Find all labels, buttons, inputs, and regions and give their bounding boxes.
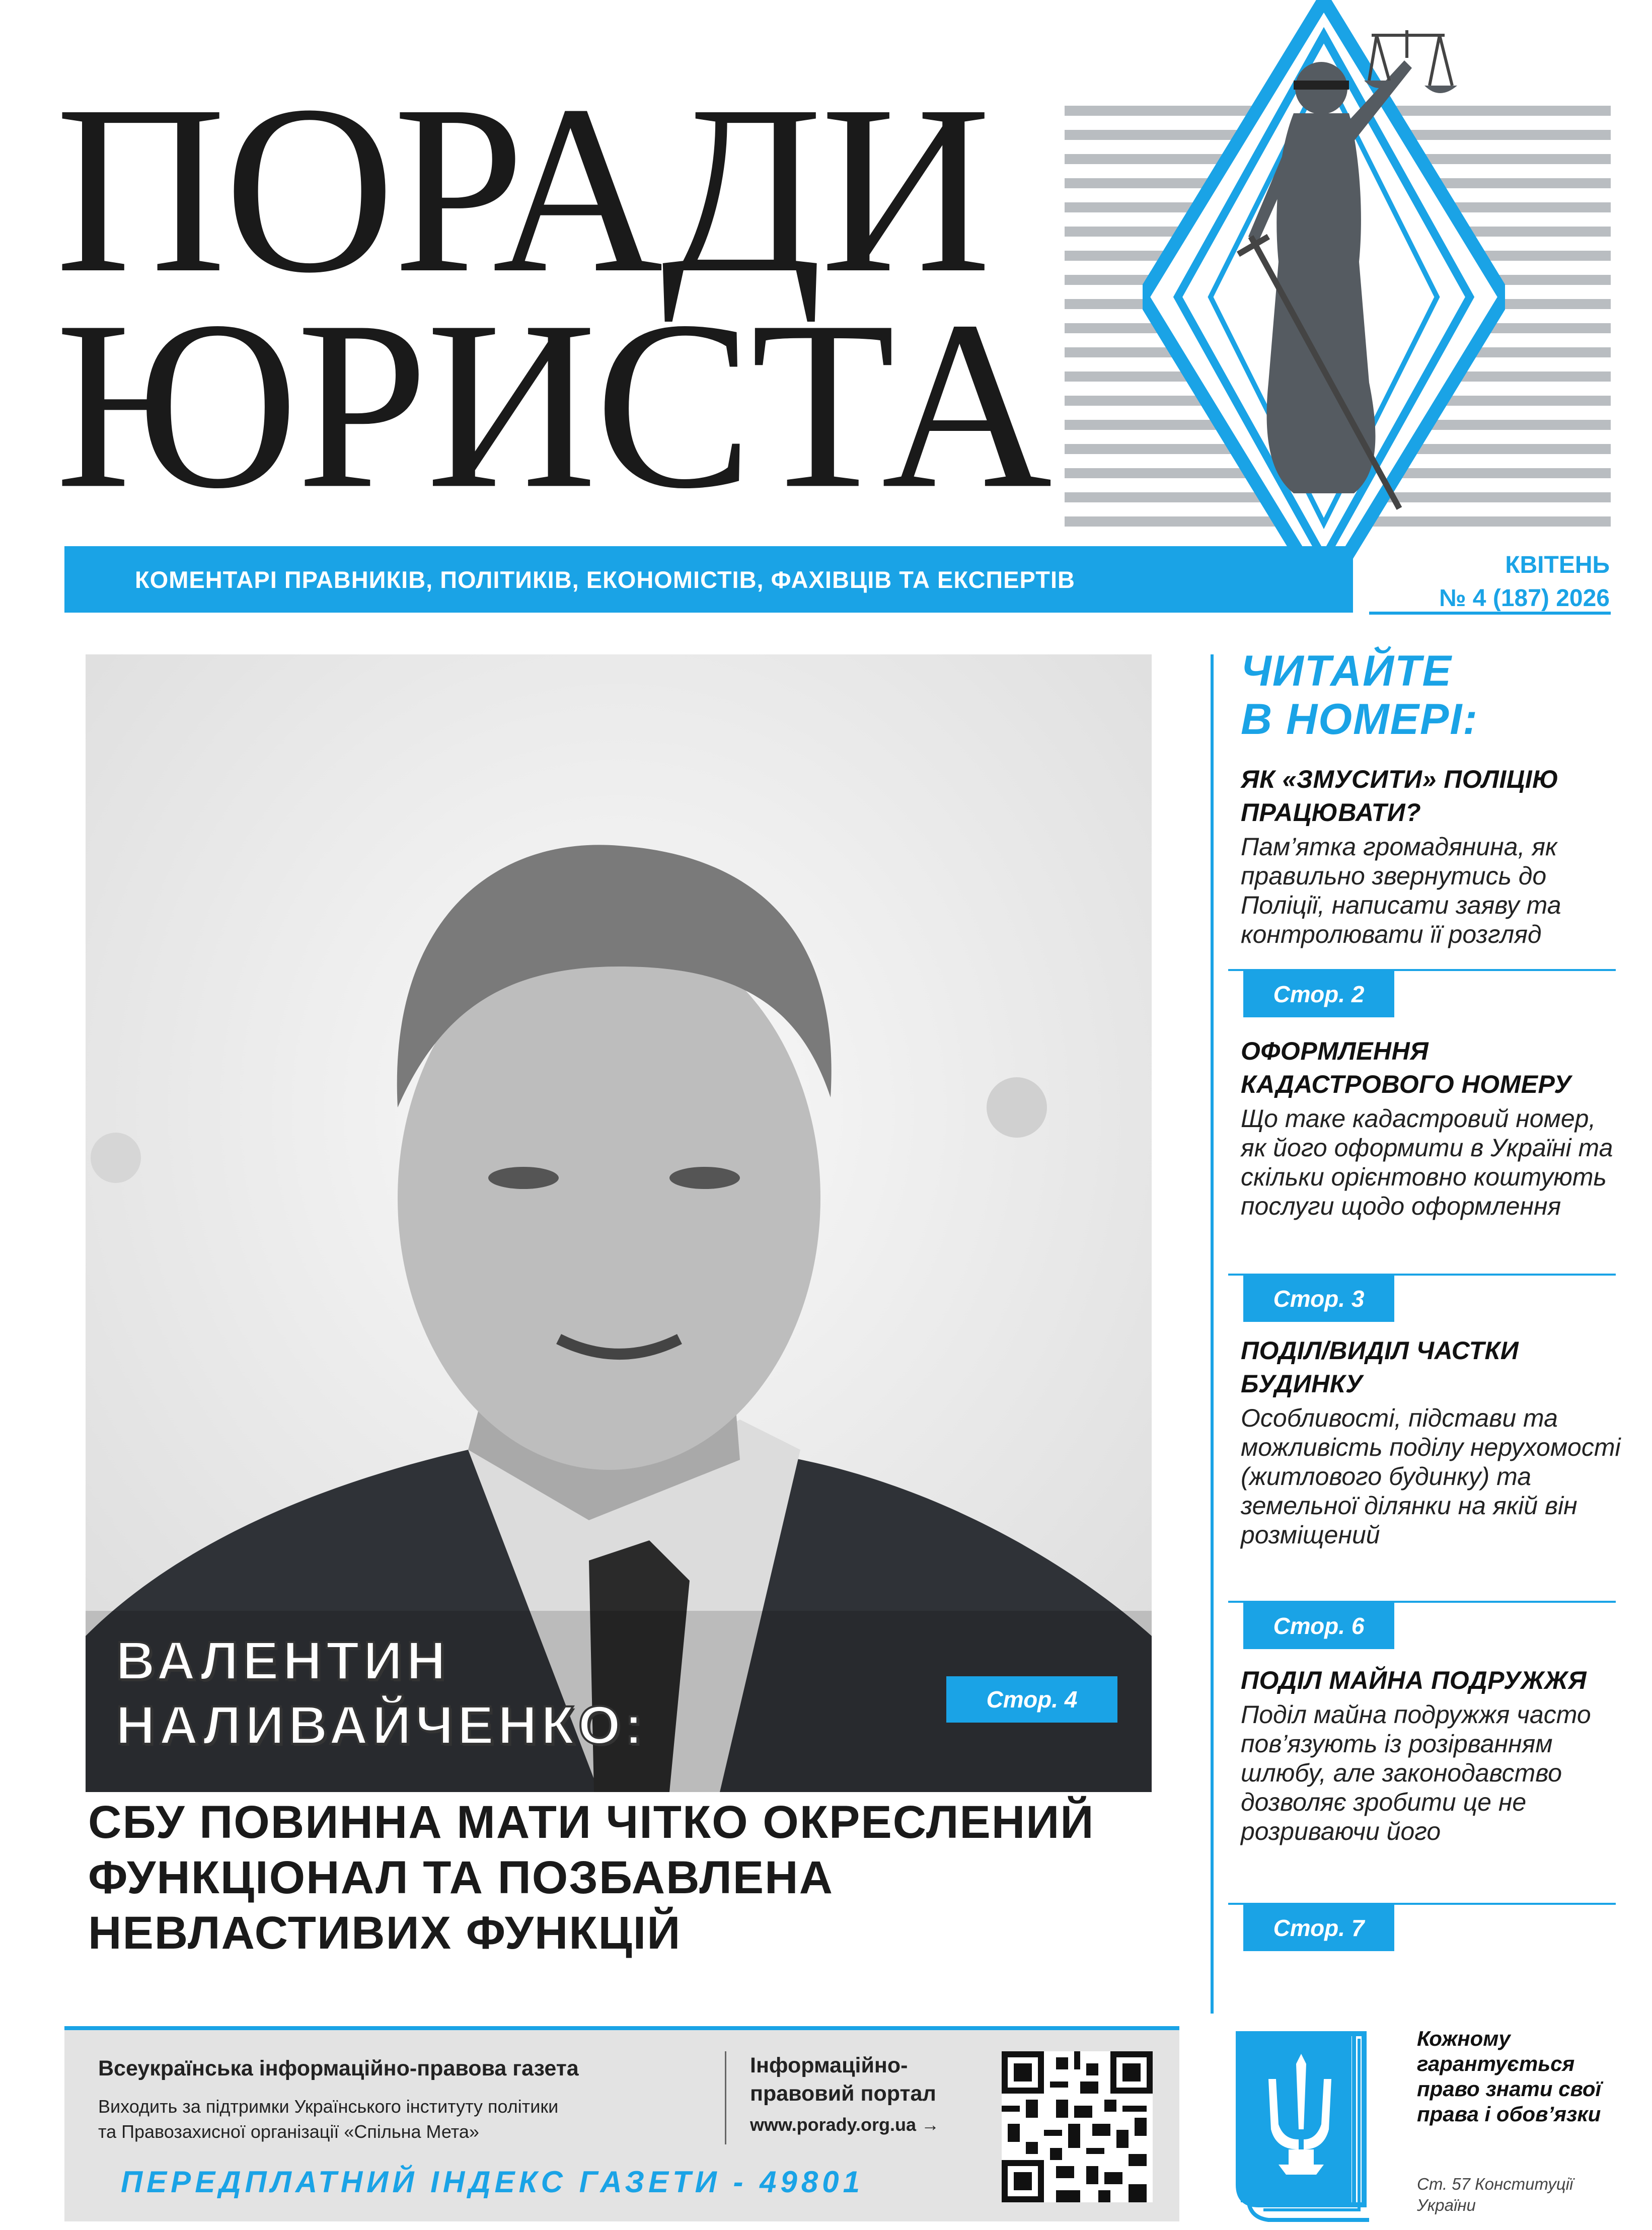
article-summary: Що таке кадастровий номер, як його оформити в Україні та скільки орієнтовно коштують послуги щодо оформлення xyxy=(1241,1104,1613,1220)
article-summary: Поділ майна подружжя часто пов’язують із розірванням шлюбу, але законодавство дозволяє зробити це не розриваючи його xyxy=(1241,1700,1591,1845)
issue-month: КВІТЕНЬ xyxy=(1505,552,1610,578)
footer-support-line2: та Правозахисної організації «Спільна Мета» xyxy=(98,2121,479,2142)
constitution-reference: Ст. 57 Конституції України xyxy=(1417,2175,1573,2214)
sidebar-article[interactable] xyxy=(1241,1664,1623,1846)
cover-headline: СБУ ПОВИННА МАТИ ЧІТКО ОКРЕСЛЕНИЙ ФУНКЦІОНАЛ ТА ПОЗБАВЛЕНА НЕВЛАСТИВИХ ФУНКЦІЙ xyxy=(88,1797,1095,1959)
sidebar-article[interactable] xyxy=(1241,1334,1623,1549)
issue-divider xyxy=(1369,612,1611,615)
portrait-illustration xyxy=(86,654,1152,1792)
cover-photo xyxy=(86,654,1152,1792)
sidebar-article[interactable] xyxy=(1241,1034,1623,1221)
article-title: ПОДІЛ МАЙНА ПОДРУЖЖЯ xyxy=(1241,1666,1587,1694)
article-title: ЯК «ЗМУСИТИ» ПОЛІЦІЮ ПРАЦЮВАТИ? xyxy=(1241,765,1559,827)
masthead-title-line2: ЮРИСТА xyxy=(55,270,1050,539)
sidebar-article[interactable] xyxy=(1241,763,1623,949)
trident-icon xyxy=(1228,2024,1379,2225)
footer-support-line1: Виходить за підтримки Українського інституту політики xyxy=(98,2096,559,2117)
sidebar-heading-line1: ЧИТАЙТЕ xyxy=(1241,647,1452,695)
footer-support xyxy=(98,2094,558,2144)
article-title: ОФОРМЛЕННЯ КАДАСТРОВОГО НОМЕРУ xyxy=(1241,1037,1571,1098)
article-summary: Особливості, підстави та можливість поділу нерухомості (житлового будинку) та земельної ділянки на якій він розміщений xyxy=(1241,1404,1621,1549)
issue-info xyxy=(1389,549,1610,615)
interviewee-first-name: ВАЛЕНТИН xyxy=(116,1630,450,1691)
article-page-tag[interactable]: Стор. 6 xyxy=(1243,1603,1394,1649)
themis-emblem-icon xyxy=(1143,0,1505,594)
article-summary: Пам’ятка громадянина, як правильно звернутись до Поліції, написати заяву та контролювати її розгляд xyxy=(1241,833,1561,948)
article-title: ПОДІЛ/ВИДІЛ ЧАСТКИ БУДИНКУ xyxy=(1241,1336,1519,1398)
sidebar-divider xyxy=(1211,654,1214,2014)
footer-portal-line2: правовий портал xyxy=(750,2082,936,2106)
footer-portal-line1: Інформаційно- xyxy=(750,2053,908,2077)
footer-title: Всеукраїнська інформаційно-правова газета xyxy=(98,2056,579,2080)
article-page-tag[interactable]: Стор. 7 xyxy=(1243,1905,1394,1951)
sidebar-heading xyxy=(1241,647,1478,744)
masthead-title xyxy=(55,55,1050,539)
tagline-banner: КОМЕНТАРІ ПРАВНИКІВ, ПОЛІТИКІВ, ЕКОНОМІСТІВ, ФАХІВЦІВ ТА ЕКСПЕРТІВ xyxy=(64,546,1353,613)
interviewee-last-name: НАЛИВАЙЧЕНКО: xyxy=(116,1694,647,1755)
article-page-tag[interactable]: Стор. 3 xyxy=(1243,1276,1394,1322)
interviewee-name xyxy=(116,1628,647,1757)
sidebar-heading-line2: В НОМЕРІ: xyxy=(1241,695,1478,744)
portal-link[interactable]: www.porady.org.ua → xyxy=(750,2114,940,2135)
article-page-tag[interactable]: Стор. 2 xyxy=(1243,971,1394,1017)
issue-number: № 4 (187) 2026 xyxy=(1439,585,1610,612)
masthead-title-line1: ПОРАДИ xyxy=(55,55,990,323)
footer-vertical-divider xyxy=(725,2051,726,2144)
constitution-quote: Кожному гарантується право знати свої права і обов’язки xyxy=(1417,2027,1602,2126)
footer-divider xyxy=(64,2026,1179,2030)
qr-code-icon[interactable] xyxy=(1002,2051,1153,2202)
footer-portal-label xyxy=(750,2051,936,2108)
subscription-index: ПЕРЕДПЛАТНИЙ ІНДЕКС ГАЗЕТИ - 49801 xyxy=(121,2165,864,2199)
cover-page-tag[interactable]: Стор. 4 xyxy=(946,1676,1117,1723)
